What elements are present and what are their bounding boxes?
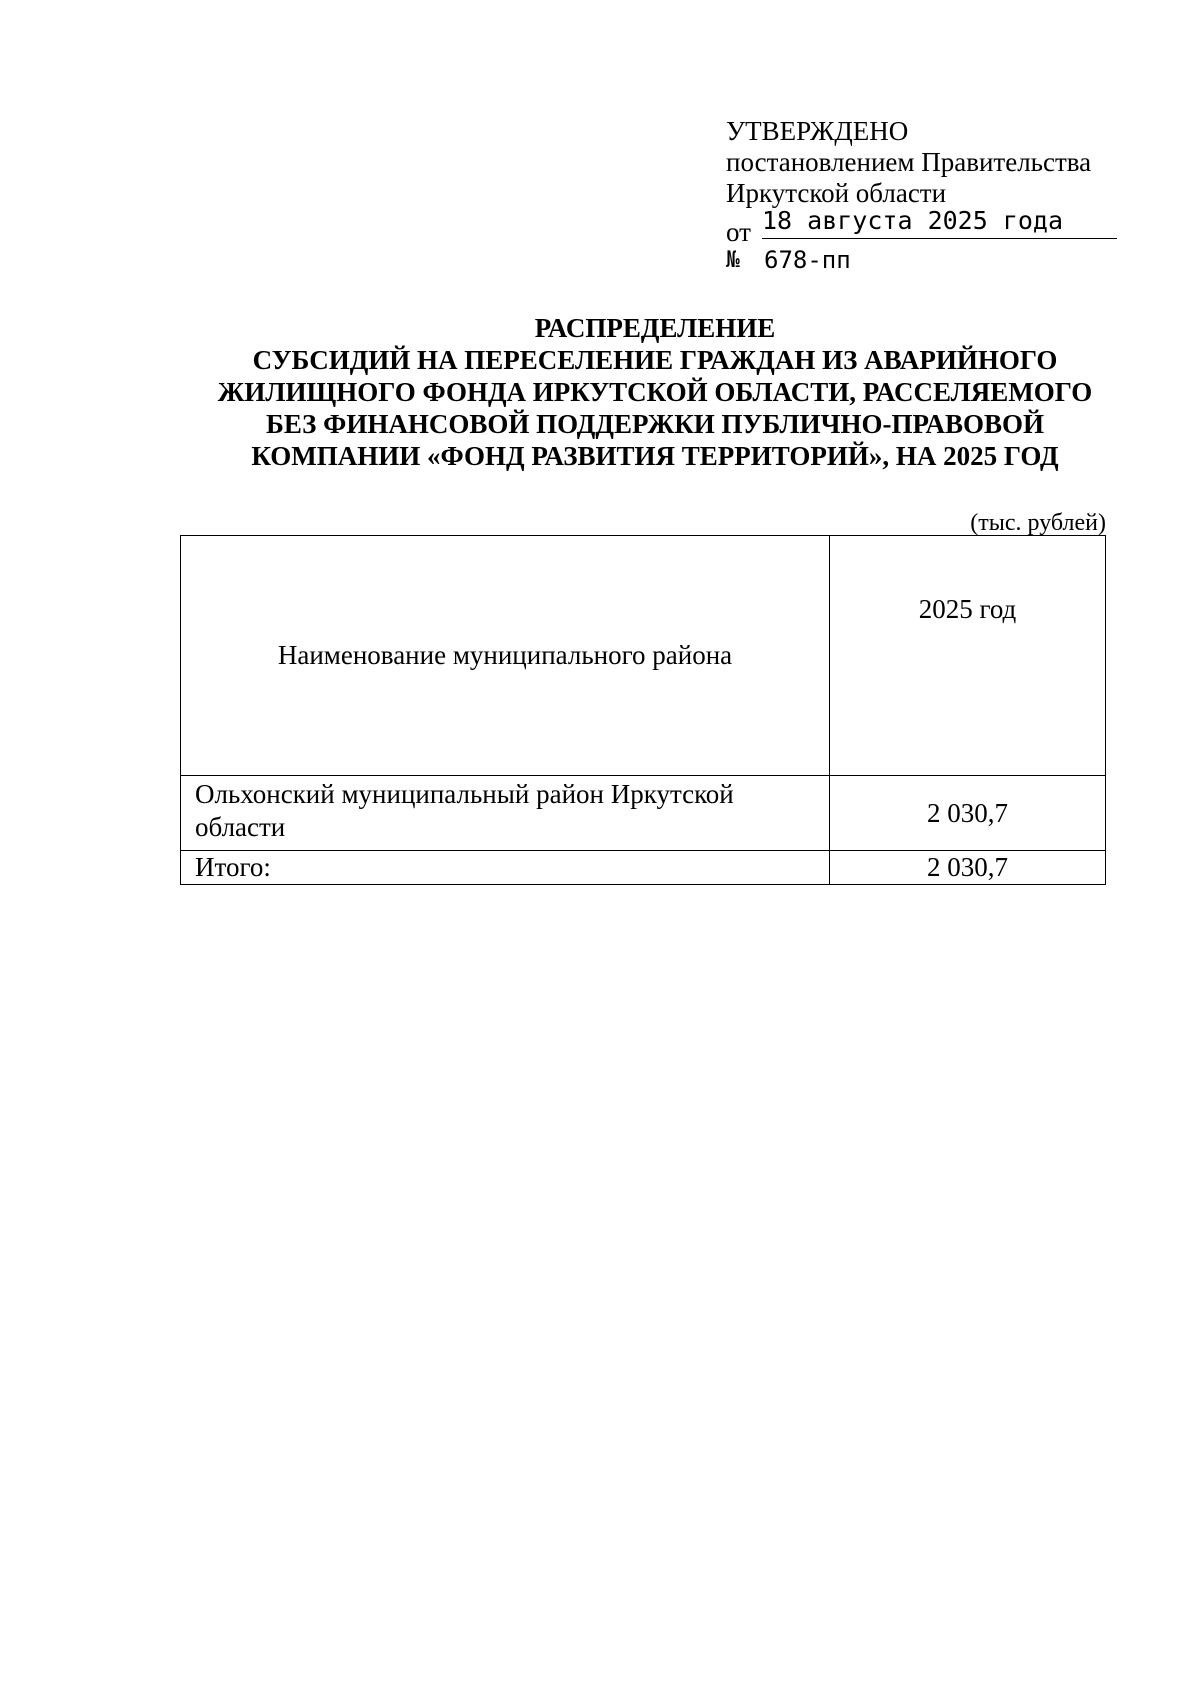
title-line: БЕЗ ФИНАНСОВОЙ ПОДДЕРЖКИ ПУБЛИЧНО-ПРАВОВОЙ [265, 409, 1045, 439]
table-header-row [181, 536, 1106, 776]
approval-date-row [726, 206, 1126, 247]
title-line: КОМПАНИИ «ФОНД РАЗВИТИЯ ТЕРРИТОРИЙ», НА 2025 ГОД [251, 441, 1059, 471]
approval-region-line: Иркутской области [726, 178, 947, 208]
approval-status: УТВЕРЖДЕНО [726, 116, 909, 146]
approval-number: 678-пп [764, 246, 851, 274]
number-sign: № [726, 247, 740, 273]
district-value-cell: 2 030,7 [830, 776, 1106, 851]
table-total-row [181, 851, 1106, 885]
date-underline [762, 238, 1117, 239]
title-line: СУБСИДИЙ НА ПЕРЕСЕЛЕНИЕ ГРАЖДАН ИЗ АВАРИЙНОГО [252, 345, 1058, 375]
approval-issuer-line: постановлением Правительства [726, 147, 1092, 177]
header-year: 2025 год [830, 536, 1106, 776]
distribution-table [180, 535, 1106, 885]
title-line: РАСПРЕДЕЛЕНИЕ [534, 313, 776, 343]
approval-number-row [726, 245, 1126, 277]
approval-date: 18 августа 2025 года [762, 206, 1064, 235]
table-row [181, 776, 1106, 851]
title-line: ЖИЛИЩНОГО ФОНДА ИРКУТСКОЙ ОБЛАСТИ, РАССЕЛЯЕМОГО [217, 377, 1093, 407]
total-value-cell: 2 030,7 [830, 851, 1106, 885]
header-district-name: Наименование муниципального района [181, 536, 830, 776]
approval-block [726, 116, 1126, 277]
district-name-cell: Ольхонский муниципальный район Иркутской области [181, 776, 830, 851]
date-prefix: от [726, 217, 751, 247]
units-label: (тыс. рублей) [970, 510, 1106, 536]
total-label-cell: Итого: [181, 851, 830, 885]
document-title [150, 312, 1160, 472]
